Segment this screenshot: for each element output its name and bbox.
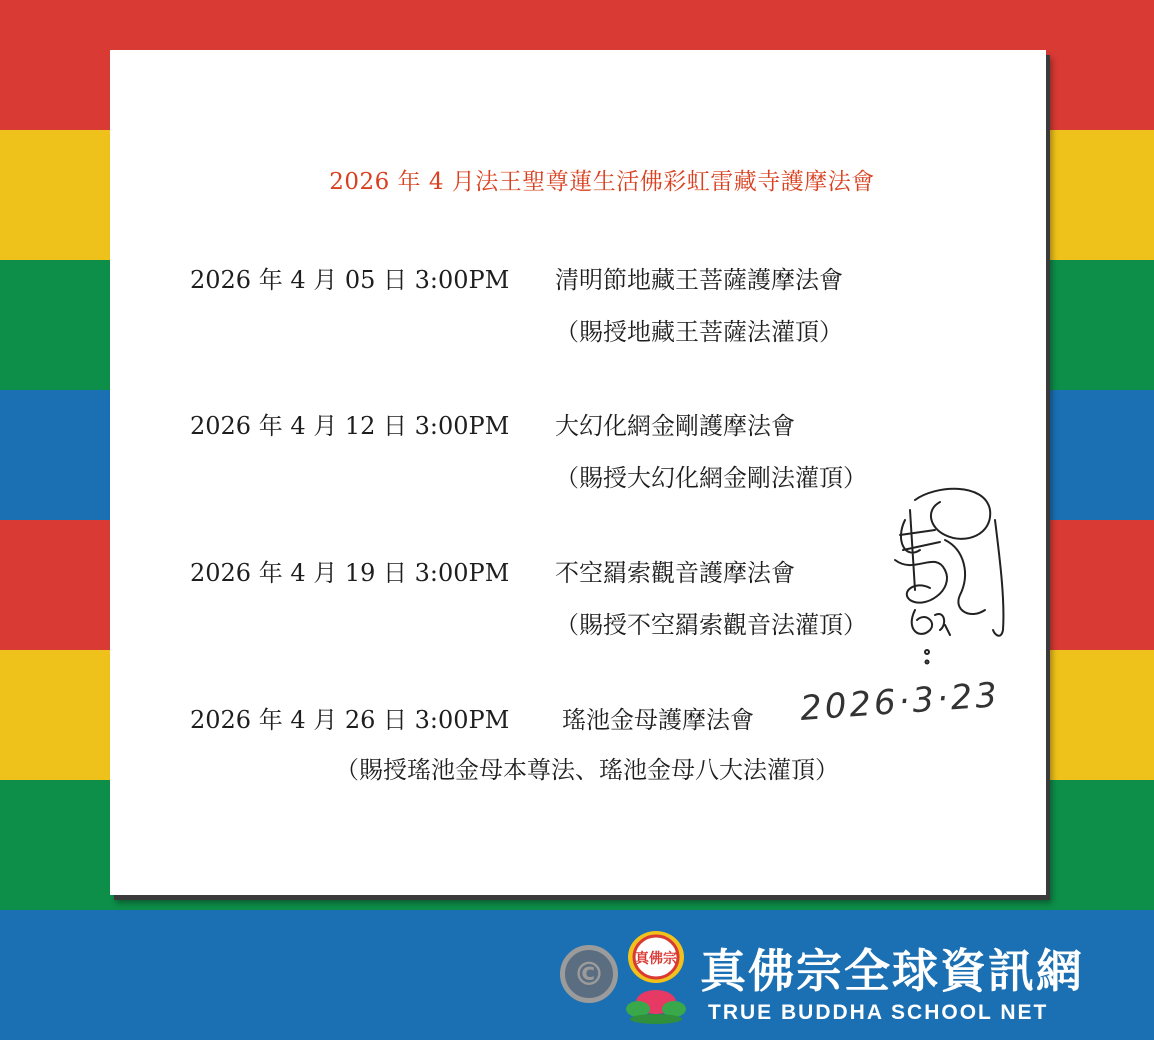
signature-date: 2026·3·23 bbox=[798, 675, 1002, 729]
event-date: 2026 年 4 月 12 日 3:00PM bbox=[190, 412, 510, 440]
event-date: 2026 年 4 月 05 日 3:00PM bbox=[190, 266, 510, 294]
notice-paper bbox=[110, 50, 1046, 895]
event-name: 瑤池金母護摩法會 bbox=[562, 706, 754, 734]
logo-text: 真佛宗 bbox=[635, 951, 677, 967]
brand-chinese-name: 真佛宗全球資訊網 bbox=[700, 944, 1084, 998]
event-note: （賜授不空羂索觀音法灌頂） bbox=[555, 611, 867, 639]
brand-english-name: TRUE BUDDHA SCHOOL NET bbox=[708, 1001, 1049, 1024]
event-note: （賜授大幻化網金剛法灌頂） bbox=[555, 464, 867, 492]
event-name: 不空羂索觀音護摩法會 bbox=[555, 559, 795, 587]
true-buddha-logo-icon bbox=[616, 927, 696, 1027]
copyright-icon: © bbox=[560, 945, 618, 1003]
event-name: 清明節地藏王菩薩護摩法會 bbox=[555, 266, 843, 294]
brand-footer[interactable] bbox=[560, 925, 1120, 1030]
event-note: （賜授地藏王菩薩法灌頂） bbox=[555, 318, 843, 346]
event-note: （賜授瑤池金母本尊法、瑤池金母八大法灌頂） bbox=[335, 756, 839, 784]
handwritten-signature bbox=[875, 480, 1025, 680]
event-date: 2026 年 4 月 19 日 3:00PM bbox=[190, 559, 510, 587]
notice-title: 2026 年 4 月法王聖尊蓮生活佛彩虹雷藏寺護摩法會 bbox=[329, 169, 875, 195]
event-date: 2026 年 4 月 26 日 3:00PM bbox=[190, 706, 510, 734]
event-name: 大幻化網金剛護摩法會 bbox=[555, 412, 795, 440]
